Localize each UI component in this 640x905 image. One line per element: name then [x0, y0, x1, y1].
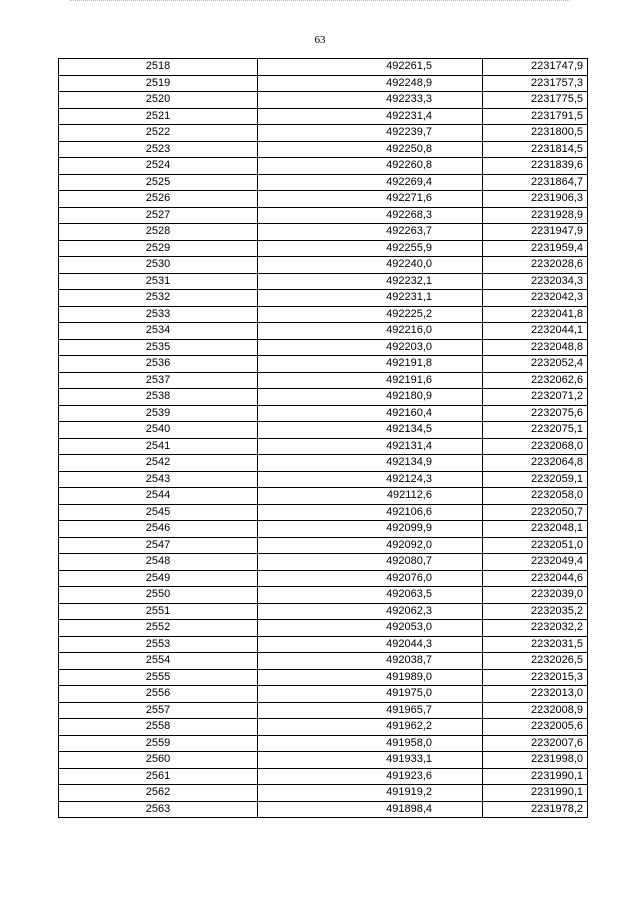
- point-number-cell: 2522: [59, 125, 258, 142]
- page-number: 63: [314, 34, 326, 46]
- x-coordinate-cell: 492203,0: [258, 339, 483, 356]
- y-coordinate-cell: 2232049,4: [483, 554, 588, 571]
- coordinates-table-body: [59, 59, 588, 818]
- x-coordinate-cell: 492268,3: [258, 207, 483, 224]
- x-coordinate-cell: 492134,9: [258, 455, 483, 472]
- point-number-cell: 2558: [59, 719, 258, 736]
- y-coordinate-cell: 2232039,0: [483, 587, 588, 604]
- point-number-cell: 2562: [59, 785, 258, 802]
- y-coordinate-cell: 2231775,5: [483, 92, 588, 109]
- x-coordinate-cell: 492216,0: [258, 323, 483, 340]
- y-coordinate-cell: 2232031,5: [483, 636, 588, 653]
- y-coordinate-cell: 2232034,3: [483, 273, 588, 290]
- x-coordinate-cell: 491958,0: [258, 735, 483, 752]
- point-number-cell: 2525: [59, 174, 258, 191]
- point-number-cell: 2524: [59, 158, 258, 175]
- point-number-cell: 2523: [59, 141, 258, 158]
- y-coordinate-cell: 2232052,4: [483, 356, 588, 373]
- point-number-cell: 2533: [59, 306, 258, 323]
- table-row: [59, 125, 588, 142]
- y-coordinate-cell: 2232041,8: [483, 306, 588, 323]
- y-coordinate-cell: 2232075,1: [483, 422, 588, 439]
- table-row: [59, 537, 588, 554]
- table-row: [59, 768, 588, 785]
- table-row: [59, 174, 588, 191]
- table-row: [59, 273, 588, 290]
- point-number-cell: 2535: [59, 339, 258, 356]
- point-number-cell: 2532: [59, 290, 258, 307]
- point-number-cell: 2544: [59, 488, 258, 505]
- point-number-cell: 2527: [59, 207, 258, 224]
- point-number-cell: 2536: [59, 356, 258, 373]
- table-row: [59, 752, 588, 769]
- point-number-cell: 2556: [59, 686, 258, 703]
- x-coordinate-cell: 492038,7: [258, 653, 483, 670]
- y-coordinate-cell: 2232008,9: [483, 702, 588, 719]
- x-coordinate-cell: 492269,4: [258, 174, 483, 191]
- y-coordinate-cell: 2232071,2: [483, 389, 588, 406]
- table-row: [59, 158, 588, 175]
- table-row: [59, 240, 588, 257]
- point-number-cell: 2557: [59, 702, 258, 719]
- x-coordinate-cell: 491975,0: [258, 686, 483, 703]
- y-coordinate-cell: 2232075,6: [483, 405, 588, 422]
- x-coordinate-cell: 491923,6: [258, 768, 483, 785]
- table-row: [59, 75, 588, 92]
- x-coordinate-cell: 492134,5: [258, 422, 483, 439]
- x-coordinate-cell: 492062,3: [258, 603, 483, 620]
- y-coordinate-cell: 2231990,1: [483, 785, 588, 802]
- table-row: [59, 141, 588, 158]
- y-coordinate-cell: 2231757,3: [483, 75, 588, 92]
- x-coordinate-cell: 492044,3: [258, 636, 483, 653]
- table-row: [59, 636, 588, 653]
- point-number-cell: 2519: [59, 75, 258, 92]
- table-row: [59, 108, 588, 125]
- table-row: [59, 801, 588, 818]
- table-row: [59, 224, 588, 241]
- point-number-cell: 2555: [59, 669, 258, 686]
- y-coordinate-cell: 2232064,8: [483, 455, 588, 472]
- y-coordinate-cell: 2232059,1: [483, 471, 588, 488]
- point-number-cell: 2559: [59, 735, 258, 752]
- table-row: [59, 521, 588, 538]
- x-coordinate-cell: 492225,2: [258, 306, 483, 323]
- y-coordinate-cell: 2232051,0: [483, 537, 588, 554]
- table-row: [59, 455, 588, 472]
- table-row: [59, 620, 588, 637]
- table-row: [59, 389, 588, 406]
- x-coordinate-cell: 492255,9: [258, 240, 483, 257]
- x-coordinate-cell: 491933,1: [258, 752, 483, 769]
- page-top-edge: [70, 0, 570, 2]
- x-coordinate-cell: 492271,6: [258, 191, 483, 208]
- point-number-cell: 2560: [59, 752, 258, 769]
- y-coordinate-cell: 2231998,0: [483, 752, 588, 769]
- table-row: [59, 785, 588, 802]
- x-coordinate-cell: 491919,2: [258, 785, 483, 802]
- x-coordinate-cell: 492231,1: [258, 290, 483, 307]
- point-number-cell: 2537: [59, 372, 258, 389]
- point-number-cell: 2543: [59, 471, 258, 488]
- point-number-cell: 2549: [59, 570, 258, 587]
- y-coordinate-cell: 2232068,0: [483, 438, 588, 455]
- x-coordinate-cell: 492233,3: [258, 92, 483, 109]
- y-coordinate-cell: 2232048,8: [483, 339, 588, 356]
- table-row: [59, 191, 588, 208]
- y-coordinate-cell: 2232044,1: [483, 323, 588, 340]
- table-row: [59, 59, 588, 76]
- x-coordinate-cell: 492191,6: [258, 372, 483, 389]
- table-row: [59, 735, 588, 752]
- y-coordinate-cell: 2231928,9: [483, 207, 588, 224]
- x-coordinate-cell: 492106,6: [258, 504, 483, 521]
- table-row: [59, 603, 588, 620]
- point-number-cell: 2546: [59, 521, 258, 538]
- table-row: [59, 356, 588, 373]
- point-number-cell: 2563: [59, 801, 258, 818]
- point-number-cell: 2541: [59, 438, 258, 455]
- x-coordinate-cell: 492240,0: [258, 257, 483, 274]
- table-row: [59, 686, 588, 703]
- table-row: [59, 471, 588, 488]
- x-coordinate-cell: 492260,8: [258, 158, 483, 175]
- x-coordinate-cell: 492239,7: [258, 125, 483, 142]
- point-number-cell: 2539: [59, 405, 258, 422]
- x-coordinate-cell: 492063,5: [258, 587, 483, 604]
- y-coordinate-cell: 2232015,3: [483, 669, 588, 686]
- point-number-cell: 2545: [59, 504, 258, 521]
- y-coordinate-cell: 2231947,9: [483, 224, 588, 241]
- table-row: [59, 372, 588, 389]
- y-coordinate-cell: 2231906,3: [483, 191, 588, 208]
- table-row: [59, 92, 588, 109]
- point-number-cell: 2561: [59, 768, 258, 785]
- x-coordinate-cell: 492076,0: [258, 570, 483, 587]
- y-coordinate-cell: 2232042,3: [483, 290, 588, 307]
- table-row: [59, 653, 588, 670]
- point-number-cell: 2518: [59, 59, 258, 76]
- y-coordinate-cell: 2232044,6: [483, 570, 588, 587]
- point-number-cell: 2521: [59, 108, 258, 125]
- table-row: [59, 587, 588, 604]
- y-coordinate-cell: 2231839,6: [483, 158, 588, 175]
- x-coordinate-cell: 492080,7: [258, 554, 483, 571]
- x-coordinate-cell: 492124,3: [258, 471, 483, 488]
- x-coordinate-cell: 492099,9: [258, 521, 483, 538]
- x-coordinate-cell: 491965,7: [258, 702, 483, 719]
- point-number-cell: 2520: [59, 92, 258, 109]
- y-coordinate-cell: 2232005,6: [483, 719, 588, 736]
- point-number-cell: 2530: [59, 257, 258, 274]
- x-coordinate-cell: 492092,0: [258, 537, 483, 554]
- point-number-cell: 2550: [59, 587, 258, 604]
- point-number-cell: 2554: [59, 653, 258, 670]
- table-row: [59, 405, 588, 422]
- x-coordinate-cell: 492180,9: [258, 389, 483, 406]
- x-coordinate-cell: 492261,5: [258, 59, 483, 76]
- table-row: [59, 570, 588, 587]
- y-coordinate-cell: 2232048,1: [483, 521, 588, 538]
- y-coordinate-cell: 2232062,6: [483, 372, 588, 389]
- y-coordinate-cell: 2232058,0: [483, 488, 588, 505]
- point-number-cell: 2528: [59, 224, 258, 241]
- y-coordinate-cell: 2231747,9: [483, 59, 588, 76]
- y-coordinate-cell: 2231864,7: [483, 174, 588, 191]
- table-row: [59, 422, 588, 439]
- x-coordinate-cell: 491962,2: [258, 719, 483, 736]
- x-coordinate-cell: 492248,9: [258, 75, 483, 92]
- y-coordinate-cell: 2232028,6: [483, 257, 588, 274]
- y-coordinate-cell: 2232050,7: [483, 504, 588, 521]
- x-coordinate-cell: 491989,0: [258, 669, 483, 686]
- table-row: [59, 257, 588, 274]
- table-row: [59, 290, 588, 307]
- x-coordinate-cell: 492053,0: [258, 620, 483, 637]
- y-coordinate-cell: 2231814,5: [483, 141, 588, 158]
- point-number-cell: 2540: [59, 422, 258, 439]
- y-coordinate-cell: 2232013,0: [483, 686, 588, 703]
- coordinates-table: [58, 58, 588, 818]
- y-coordinate-cell: 2232032,2: [483, 620, 588, 637]
- y-coordinate-cell: 2232035,2: [483, 603, 588, 620]
- x-coordinate-cell: 492231,4: [258, 108, 483, 125]
- table-row: [59, 504, 588, 521]
- table-row: [59, 669, 588, 686]
- x-coordinate-cell: 492160,4: [258, 405, 483, 422]
- point-number-cell: 2552: [59, 620, 258, 637]
- point-number-cell: 2534: [59, 323, 258, 340]
- point-number-cell: 2538: [59, 389, 258, 406]
- table-row: [59, 438, 588, 455]
- table-row: [59, 339, 588, 356]
- x-coordinate-cell: 492131,4: [258, 438, 483, 455]
- x-coordinate-cell: 492263,7: [258, 224, 483, 241]
- y-coordinate-cell: 2231959,4: [483, 240, 588, 257]
- y-coordinate-cell: 2231978,2: [483, 801, 588, 818]
- point-number-cell: 2531: [59, 273, 258, 290]
- y-coordinate-cell: 2231800,5: [483, 125, 588, 142]
- table-row: [59, 554, 588, 571]
- x-coordinate-cell: 492232,1: [258, 273, 483, 290]
- table-row: [59, 702, 588, 719]
- x-coordinate-cell: 492112,6: [258, 488, 483, 505]
- point-number-cell: 2553: [59, 636, 258, 653]
- point-number-cell: 2542: [59, 455, 258, 472]
- point-number-cell: 2526: [59, 191, 258, 208]
- table-row: [59, 306, 588, 323]
- x-coordinate-cell: 492250,8: [258, 141, 483, 158]
- table-row: [59, 323, 588, 340]
- point-number-cell: 2551: [59, 603, 258, 620]
- x-coordinate-cell: 492191,8: [258, 356, 483, 373]
- point-number-cell: 2547: [59, 537, 258, 554]
- y-coordinate-cell: 2231791,5: [483, 108, 588, 125]
- x-coordinate-cell: 491898,4: [258, 801, 483, 818]
- y-coordinate-cell: 2232007,6: [483, 735, 588, 752]
- point-number-cell: 2529: [59, 240, 258, 257]
- table-row: [59, 719, 588, 736]
- y-coordinate-cell: 2232026,5: [483, 653, 588, 670]
- table-row: [59, 488, 588, 505]
- y-coordinate-cell: 2231990,1: [483, 768, 588, 785]
- table-row: [59, 207, 588, 224]
- point-number-cell: 2548: [59, 554, 258, 571]
